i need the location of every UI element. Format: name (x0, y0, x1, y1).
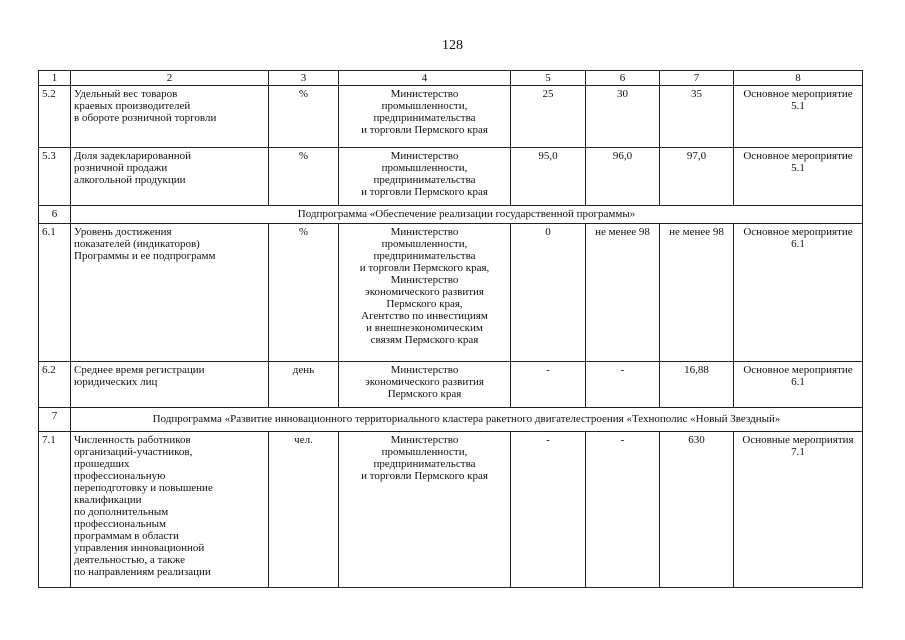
table-row (39, 432, 863, 588)
unit-cell: чел. (269, 432, 339, 588)
page-number: 128 (442, 38, 463, 53)
value-cell: 16,88 (660, 362, 734, 408)
value-cell: 25 (511, 86, 586, 148)
row-number: 5.3 (39, 148, 71, 206)
value-cell: 0 (511, 224, 586, 362)
executor-cell: Министерство промышленности, предпринимательства и торговли Пермского края (339, 432, 511, 588)
executor-cell: Министерство промышленности, предпринимательства и торговли Пермского края (339, 86, 511, 148)
header-cell: 1 (39, 71, 71, 86)
table-row (39, 86, 863, 148)
indicator-name: Уровень достижения показателей (индикаторов) Программы и ее подпрограмм (71, 224, 269, 362)
indicator-name: Удельный вес товаров краевых производителей в обороте розничной торговли (71, 86, 269, 148)
executor-cell: Министерство экономического развития Пермского края (339, 362, 511, 408)
unit-cell: % (269, 224, 339, 362)
header-cell: 5 (511, 71, 586, 86)
executor-cell: Министерство промышленности, предпринимательства и торговли Пермского края (339, 148, 511, 206)
subprogram-number: 7 (39, 408, 71, 432)
header-cell: 4 (339, 71, 511, 86)
unit-cell: % (269, 148, 339, 206)
measure-cell: Основное мероприятие 6.1 (734, 362, 863, 408)
value-cell: 96,0 (586, 148, 660, 206)
value-cell: - (511, 432, 586, 588)
measure-cell: Основное мероприятие 6.1 (734, 224, 863, 362)
indicator-name: Численность работников организаций-участников, прошедших профессиональную переподготовку и повышение квалификации по дополнительным профессиональным программам в области управления инновационной деятельностью, а также по направлениям реализации (71, 432, 269, 588)
row-number: 5.2 (39, 86, 71, 148)
table-row (39, 148, 863, 206)
measure-cell: Основное мероприятие 5.1 (734, 148, 863, 206)
header-cell: 6 (586, 71, 660, 86)
subprogram-title: Подпрограмма «Обеспечение реализации государственной программы» (71, 206, 863, 224)
value-cell: не менее 98 (660, 224, 734, 362)
subprogram-row (39, 206, 863, 224)
subprogram-number: 6 (39, 206, 71, 224)
value-cell: 630 (660, 432, 734, 588)
value-cell: 35 (660, 86, 734, 148)
header-cell: 2 (71, 71, 269, 86)
measure-cell: Основное мероприятие 5.1 (734, 86, 863, 148)
row-number: 6.2 (39, 362, 71, 408)
unit-cell: день (269, 362, 339, 408)
subprogram-row (39, 408, 863, 432)
value-cell: не менее 98 (586, 224, 660, 362)
subprogram-title: Подпрограмма «Развитие инновационного территориального кластера ракетного двигателестроения «Технополис «Новый Звездный» (71, 408, 863, 432)
unit-cell: % (269, 86, 339, 148)
header-cell: 3 (269, 71, 339, 86)
table-header-row (39, 71, 863, 86)
header-cell: 7 (660, 71, 734, 86)
indicator-name: Среднее время регистрации юридических лиц (71, 362, 269, 408)
value-cell: 30 (586, 86, 660, 148)
value-cell: 97,0 (660, 148, 734, 206)
measure-cell: Основные мероприятия 7.1 (734, 432, 863, 588)
indicators-table (38, 70, 863, 588)
value-cell: - (511, 362, 586, 408)
table-row (39, 224, 863, 362)
table-row (39, 362, 863, 408)
header-cell: 8 (734, 71, 863, 86)
row-number: 6.1 (39, 224, 71, 362)
value-cell: 95,0 (511, 148, 586, 206)
row-number: 7.1 (39, 432, 71, 588)
value-cell: - (586, 362, 660, 408)
executor-cell: Министерство промышленности, предпринимательства и торговли Пермского края, Министерство экономического развития Пермского края, Агентство по инвестициям и внешнеэкономическим связям Пермского края (339, 224, 511, 362)
value-cell: - (586, 432, 660, 588)
indicator-name: Доля задекларированной розничной продажи алкогольной продукции (71, 148, 269, 206)
